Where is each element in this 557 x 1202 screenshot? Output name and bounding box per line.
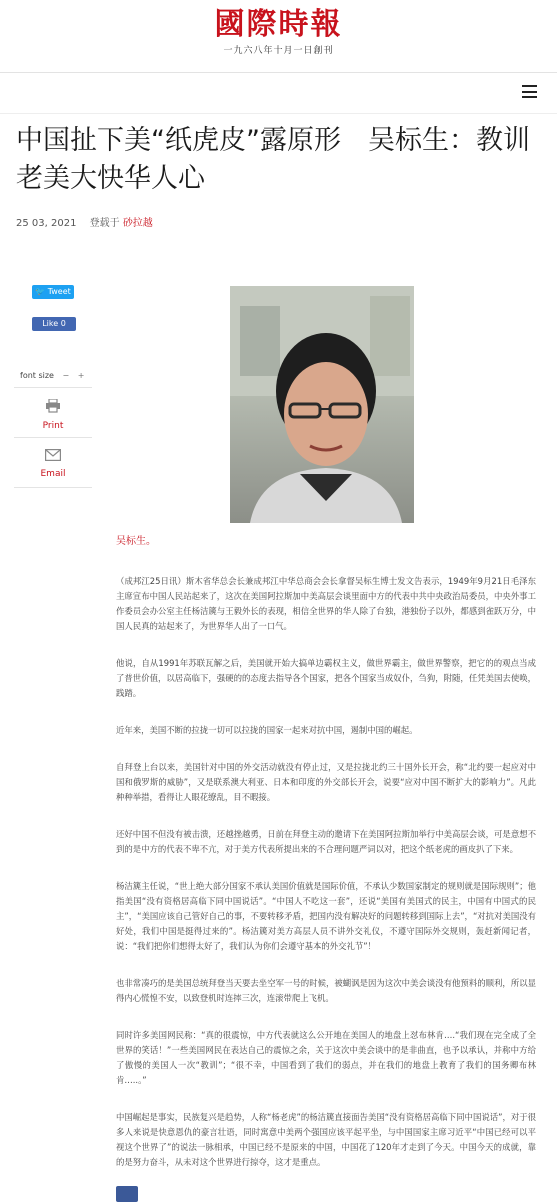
twitter-bird-icon: 🐦 <box>35 287 46 296</box>
menu-icon[interactable] <box>522 85 537 98</box>
article-paragraph: 杨洁篪主任说，“世上绝大部分国家不承认美国价值就是国际价值，不承认少数国家制定的规则就是国际规则”；他指美国“没有资格居高临下同中国说话”。“中国人不吃这一套”，还说“美国有美国式的民主，中国有中国式的民主”，“美国应该自己管好自己的事，不要转移矛盾，把国内没有解决好的问题转移到国际上去”，“对抗对美国没有好处，我们中国是挺得过来的”。杨洁篪对美方高层人员不讲外交礼仪，不遵守国际外交规则，轰赶新闻记者，说：“我们把你们想得太好了，我们认为你们会遵守基本的外交礼节”！ <box>116 881 536 951</box>
article-paragraph: 也非常凑巧的是美国总统拜登当天要去坐空军一号的时候，被蝴讽是因为这次中美会谈没有他预料的顺利，所以显得内心慌惶不安，以致登机时连摔三次，连滚带爬上飞机。 <box>116 978 536 1003</box>
sidebar-divider <box>14 437 92 438</box>
article-meta <box>16 214 153 229</box>
print-icon[interactable] <box>45 399 61 413</box>
article-photo <box>230 286 414 523</box>
site-logo[interactable]: 國際時報 <box>214 7 343 42</box>
facebook-like-button[interactable] <box>32 317 76 331</box>
article-date: 25 03, 2021 <box>16 218 77 229</box>
photo-caption: 吴标生。 <box>116 536 156 547</box>
posted-by-label: 登载于 <box>89 218 120 229</box>
article-paragraph: 同时许多美国网民称：“真的很震惊，中方代表就这么公开地在美国人的地盘上怼布林肯….“我们现在完全成了全世界的笑话！”一些美国网民在表达自己的震惊之余，关于这次中美会谈中的是非曲直，也予以承认，并称中方给了傲慢的美国人一次“教训”；“很不幸，中国看到了我们的弱点，并在我们的地盘上教育了我们的国务卿布林肯…..。” <box>116 1030 536 1085</box>
article-paragraph: 他说，自从1991年苏联瓦解之后，美国就开始大搞单边霸权主义，做世界霸主，做世界警察，把它的的观点当成了普世价值，以居高临下，强硬的的态度去指导各个国家，把各个国家当成奴仆，刍狗，附随，任凭美国去使唤，践踏。 <box>116 658 536 698</box>
article-title: 中国扯下美“纸虎皮”露原形 吴标生：教训老美大快华人心 <box>16 125 530 194</box>
like-label: Like 0 <box>42 319 66 328</box>
site-tagline: 一九六八年十月一日創刊 <box>223 46 334 56</box>
print-link[interactable]: Print <box>42 421 64 431</box>
email-link[interactable]: Email <box>40 469 66 479</box>
menu-bar <box>0 73 557 113</box>
font-decrease-button[interactable]: − <box>62 371 70 380</box>
tweet-button[interactable] <box>32 285 74 299</box>
portrait-image <box>230 286 414 523</box>
font-increase-button[interactable]: + <box>77 371 85 380</box>
article-body <box>116 574 536 1192</box>
article-paragraph: 自拜登上台以来，美国针对中国的外交活动就没有停止过，又是拉拢北约三十国外长开会，称“北约要一起应对中国和俄罗斯的威胁”，又是联系澳大利亚、日本和印度的外交部长开会，说要“应对中国不断扩大的影响力”。凡此种种举措，看得让人眼花缭乱，目不暇接。 <box>116 762 536 802</box>
article-paragraph: 还好中国不但没有被击溃，还越挫越勇，日前在拜登主动的邀请下在美国阿拉斯加举行中美高层会谈，可是意想不到的是中方的代表不卑不亢，对于美方代表所提出来的不合理问题严词以对，把这个纸老虎的画皮扒了下来。 <box>116 829 536 854</box>
email-icon[interactable] <box>45 449 61 461</box>
header-divider <box>0 113 557 114</box>
article-paragraph: （成邦江25日讯）斯木省华总会长兼成邦江中华总商会会长拿督吴标生博士发文告表示，1949年9月21日毛泽东主席宣布中国人民站起来了，这次在美国阿拉斯加中美高层会谈里面中方的代表中共中央政治局委员，中央外事工作委员会办公室主任杨洁篪与王毅外长的表现，相信全世界的华人除了台独，港独份子以外，都感到雀跃万分，中国人民真的站起来了，为世界华人出了一口气。 <box>116 576 536 631</box>
site-header <box>0 0 557 73</box>
tweet-label: Tweet <box>47 287 71 296</box>
font-size-label: font size <box>20 371 54 380</box>
font-size-control <box>20 371 84 380</box>
article-author-link[interactable]: 砂拉越 <box>122 218 153 229</box>
sidebar-divider <box>14 487 92 488</box>
article-paragraph: 中国崛起是事实，民族复兴是趋势，人称“杨老虎”的杨洁篪直接面告美国“没有资格居高临下同中国说话”，对于很多人来说是快意恩仇的豪言壮语，同时寓意中美两个强国应该平起平坐，与中国国家主席习近平“中国已经可以平视这个世界了”的说法一脉相承，中国已经不是原来的中国，中国花了120年才走到了今天。中国今天的成就，靠的是努力奋斗，从未对这个世界进行掠夺，这才是重点。 <box>116 1112 536 1167</box>
article-paragraph: 近年来，美国不断的拉拢一切可以拉拢的国家一起来对抗中国，遏制中国的崛起。 <box>116 725 418 735</box>
sidebar-divider <box>14 387 92 388</box>
